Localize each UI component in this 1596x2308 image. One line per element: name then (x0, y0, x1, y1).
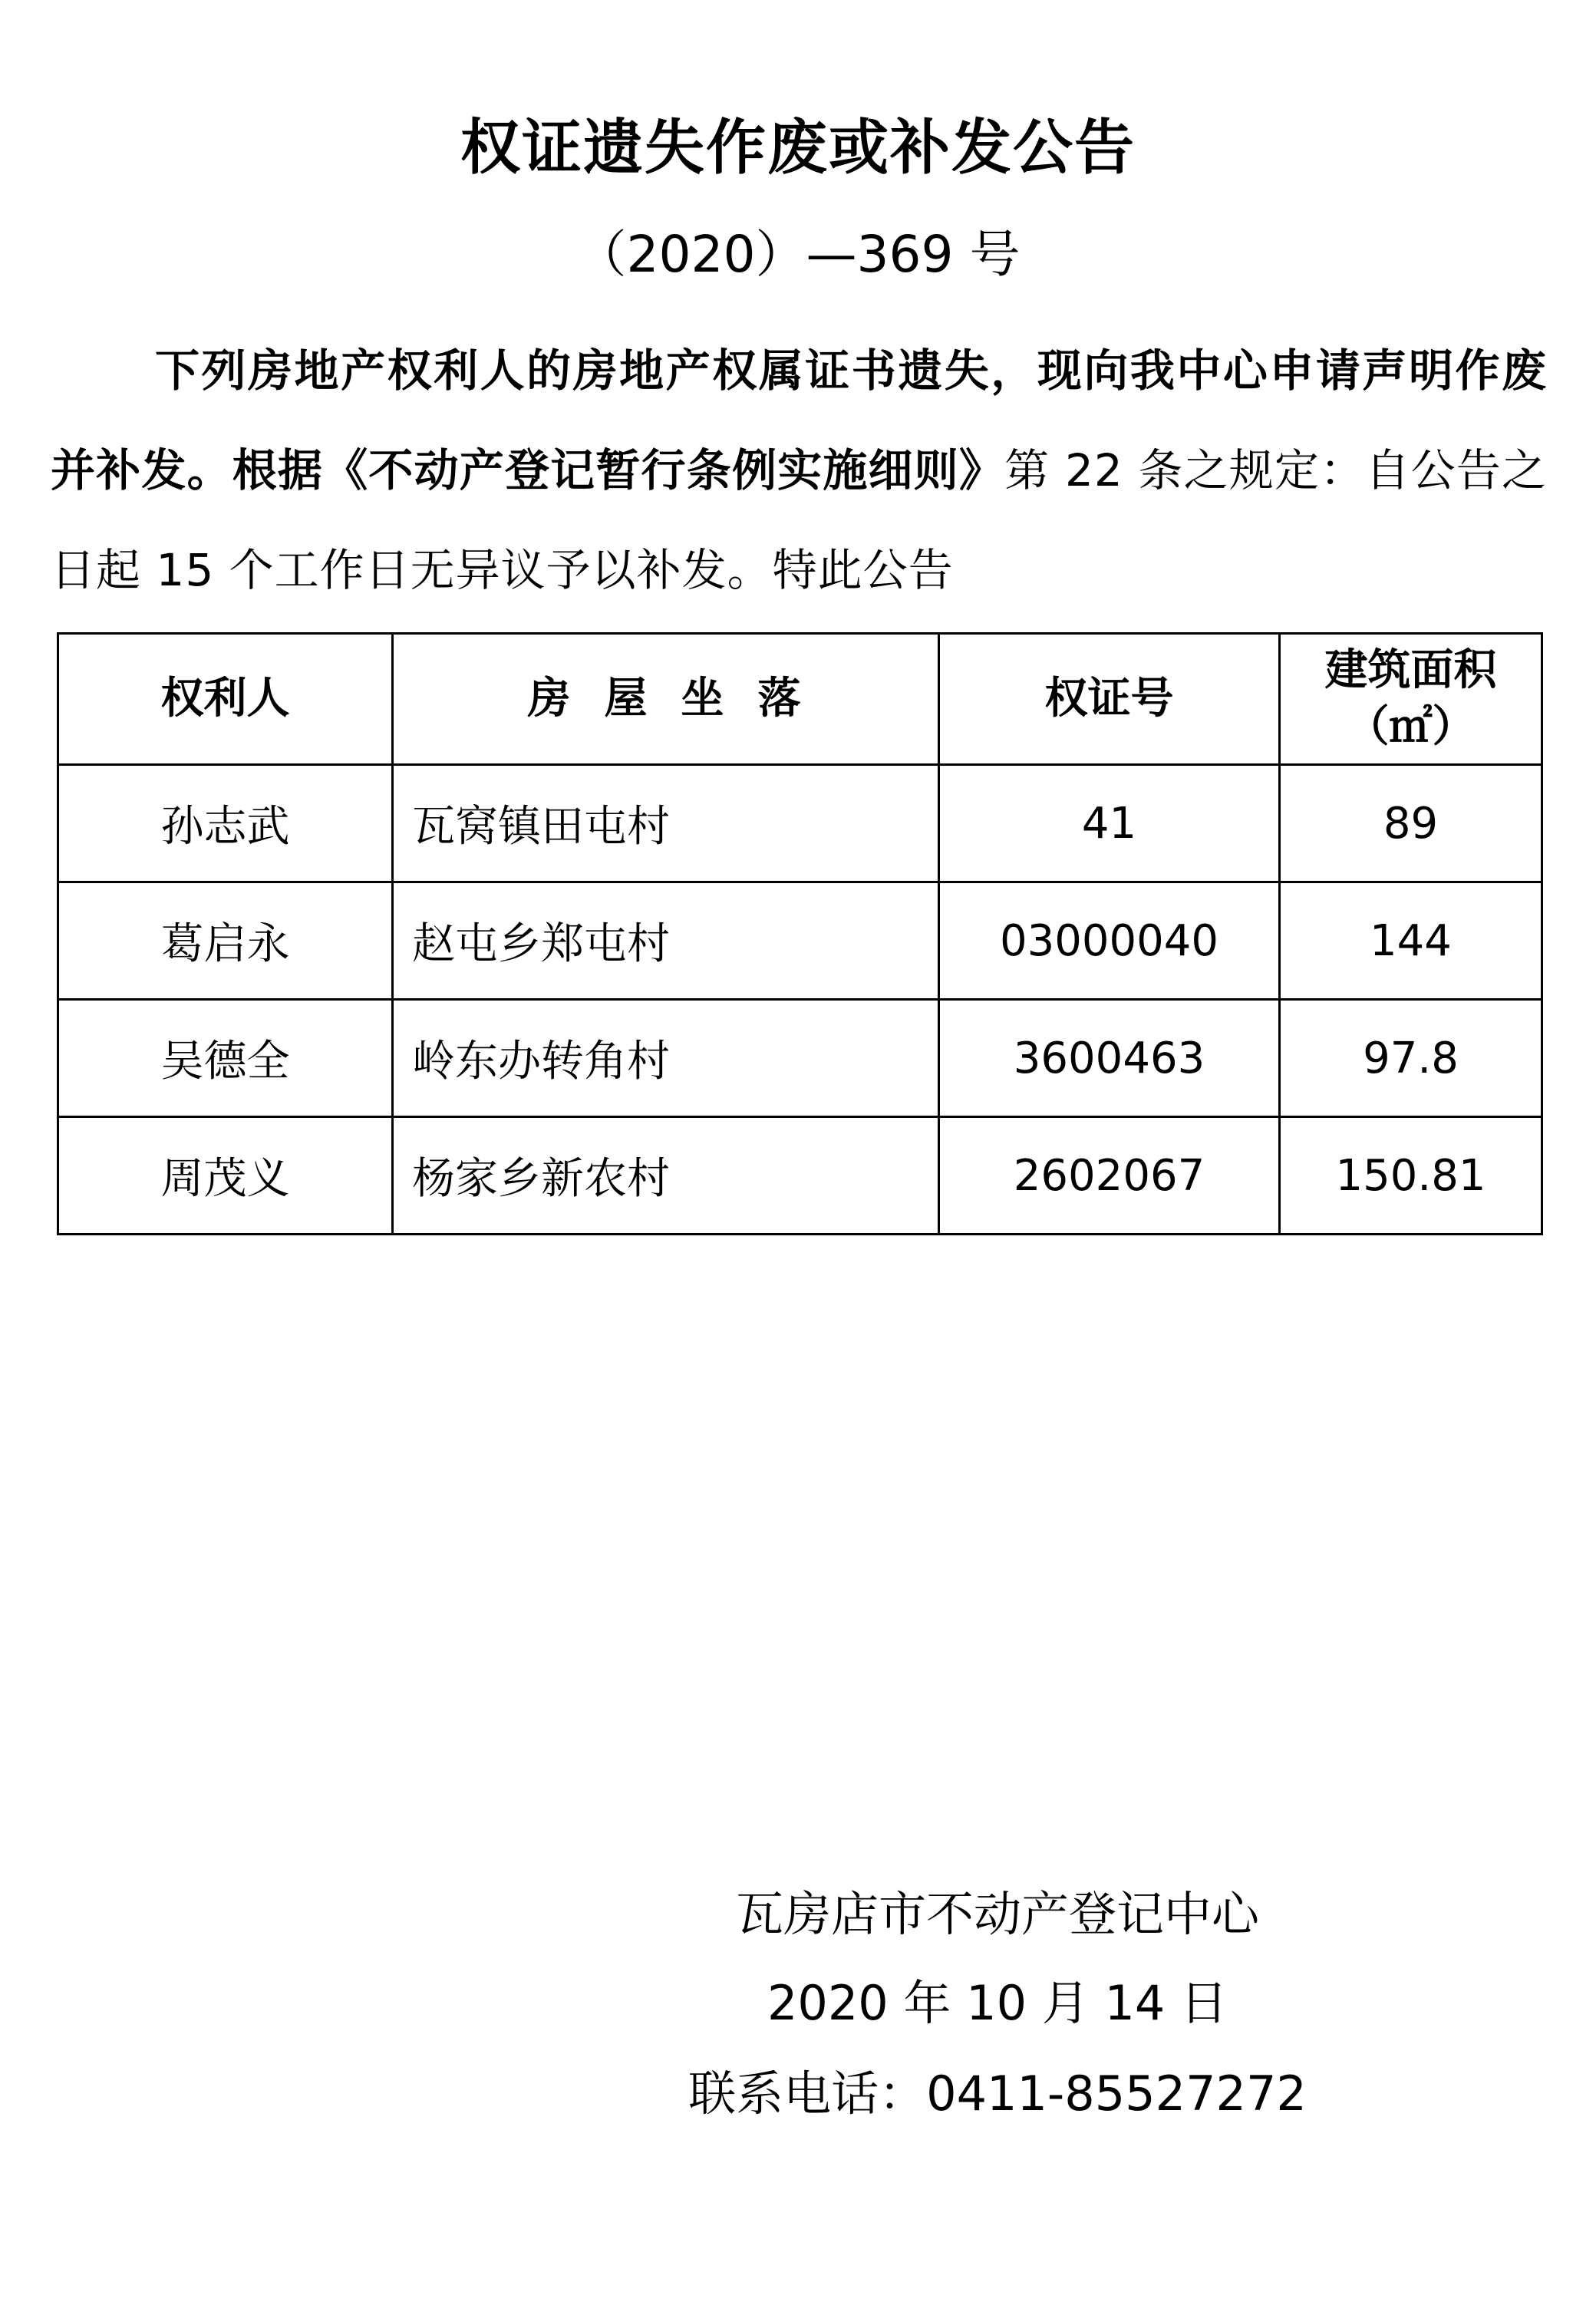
contact-phone: 联系电话：0411-85527272 (688, 2066, 1307, 2122)
issue-date: 2020 年 10 月 14 日 (767, 1975, 1228, 2031)
records-table (57, 632, 1543, 1235)
cell-owner: 葛启永 (58, 882, 393, 1000)
table-header-row (58, 634, 1542, 765)
cell-cert: 3600463 (939, 1000, 1280, 1117)
cell-cert: 41 (939, 765, 1280, 882)
cell-location: 赵屯乡郑屯村 (393, 882, 939, 1000)
cell-owner: 周茂义 (58, 1117, 393, 1235)
cell-area: 89 (1280, 765, 1542, 882)
header-area (1280, 634, 1542, 765)
header-area-unit: （㎡） (1346, 702, 1476, 752)
table-row (58, 1000, 1542, 1117)
cell-owner: 孙志武 (58, 765, 393, 882)
cell-cert: 03000040 (939, 882, 1280, 1000)
cell-cert: 2602067 (939, 1117, 1280, 1235)
table-row (58, 882, 1542, 1000)
table-row (58, 1117, 1542, 1235)
notice-title: 权证遗失作废或补发公告 (460, 114, 1136, 183)
header-owner: 权利人 (58, 634, 393, 765)
cell-area: 97.8 (1280, 1000, 1542, 1117)
cell-area: 144 (1280, 882, 1542, 1000)
table-row (58, 765, 1542, 882)
header-cert: 权证号 (939, 634, 1280, 765)
cell-owner: 吴德全 (58, 1000, 393, 1117)
cell-area: 150.81 (1280, 1117, 1542, 1235)
intro-text-plain: 第 22 条之规定：自公告之日起 15 个工作日无异议予以补发。特此公告 (51, 444, 1547, 596)
header-area-label: 建筑面积 (1324, 645, 1497, 695)
notice-intro-paragraph (51, 321, 1547, 620)
intro-text-bold: 下列房地产权利人的房地产权属证书遗失，现向我中心申请声明作废并补发。根据《不动产登记暂行条例实施细则》 (51, 345, 1547, 496)
cell-location: 岭东办转角村 (393, 1000, 939, 1117)
issuer-name: 瓦房店市不动产登记中心 (735, 1886, 1259, 1942)
cell-location: 杨家乡新农村 (393, 1117, 939, 1235)
cell-location: 瓦窝镇田屯村 (393, 765, 939, 882)
notice-number: （2020）—369 号 (575, 225, 1021, 284)
header-location: 房屋坐落 (393, 634, 939, 765)
